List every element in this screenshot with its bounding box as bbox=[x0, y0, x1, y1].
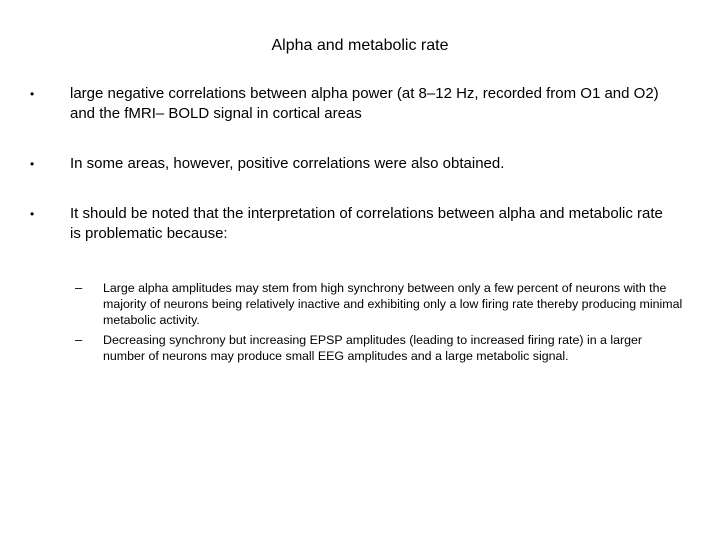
dash-icon: – bbox=[75, 280, 83, 295]
bullet-text: In some areas, however, positive correlations were also obtained. bbox=[70, 155, 505, 172]
sub-bullet-list bbox=[75, 280, 685, 368]
slide-title: Alpha and metabolic rate bbox=[271, 37, 449, 54]
bullet-dot-icon: • bbox=[30, 207, 35, 221]
sub-bullet-text: Decreasing synchrony but increasing EPSP amplitudes (leading to increased firing rate) in a larger number of neurons may produce small EEG amplitudes and a large metabolic signal. bbox=[103, 333, 643, 363]
sub-bullet-item bbox=[75, 332, 685, 364]
sub-bullet-text: Large alpha amplitudes may stem from high synchrony between only a few percent of neurons with the majority of neurons being relatively inactive and exhibiting only a low firing rate thereby producing minimal metabolic activity. bbox=[103, 281, 683, 327]
dash-icon: – bbox=[75, 332, 83, 347]
bullet-text: It should be noted that the interpretation of correlations between alpha and metabolic rate is problematic because: bbox=[70, 205, 663, 242]
bullet-dot-icon: • bbox=[30, 87, 35, 101]
bullet-item bbox=[30, 84, 670, 124]
bullet-item bbox=[30, 204, 670, 244]
bullet-list bbox=[30, 84, 670, 274]
sub-bullet-item bbox=[75, 280, 685, 328]
bullet-item bbox=[30, 154, 670, 174]
bullet-dot-icon: • bbox=[30, 157, 35, 171]
bullet-text: large negative correlations between alpha power (at 8–12 Hz, recorded from O1 and O2) and the fMRI– BOLD signal in cortical areas bbox=[70, 85, 659, 122]
